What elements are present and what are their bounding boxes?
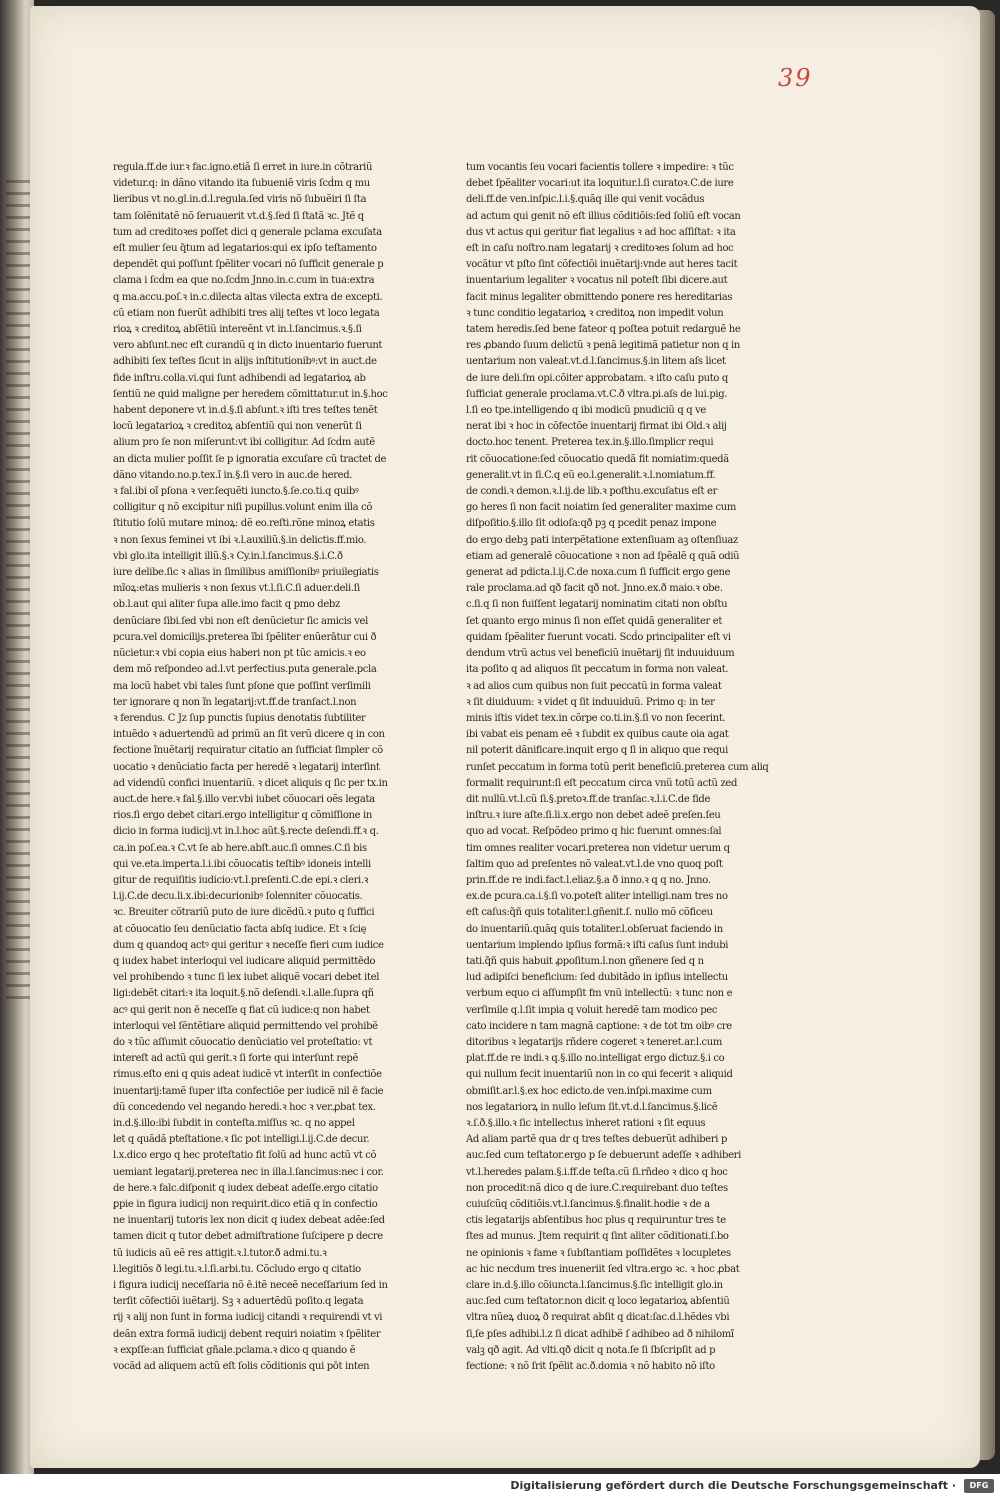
text-line: nil poterit dãnificare.inquit ergo q ſi in aliquo que requi [466, 745, 728, 757]
text-line: ad actum qui genit nõ eſt illius cõditiõis:ſed ſoliũ eſt vocan [466, 210, 741, 222]
text-line: ꝛ expſſe:an ſufficiat gñale.pclama.ꝛ dico q quando ẽ [113, 1344, 356, 1356]
text-line: l.legitiõs ð legi.tu.ꝛ.l.ſi.arbi.tu. Cõcludo ergo q citatio [113, 1263, 361, 1275]
text-line: vocãtur vt pſto ſint cõfectiõi inuẽtarij:vnde aut heres tacit [466, 259, 738, 271]
text-line: runſet peccatum in forma totũ perit beneficiũ.preterea cum aliq [466, 761, 769, 773]
text-line: ad videndũ confici inuentariũ. ꝛ dicet aliquis q ſic per tx.in [113, 777, 388, 789]
text-line: ꝑpie in figura iudicij non requirit.dico etiã q in confectio [113, 1199, 378, 1210]
text-line: tum ad creditoꝛes poſſet dici q generale pclama excuſata [113, 226, 382, 238]
text-line: ꝛ ad alios cum quibus non ſuit peccatũ in forma valeat [466, 680, 722, 692]
text-line: tati.q̃ñ quis habuit ꝓpoſitum.l.non gñenere ſed q n [466, 955, 704, 967]
text-column-right [466, 160, 769, 1373]
text-line: denũciare ſibi.ſed vbi non eſt denũcietur ſic amicis vel [113, 615, 368, 627]
text-line: dus vt actus qui geritur fiat legalius ꝛ ad hoc aſſiſtat: ꝛ ita [466, 226, 736, 238]
text-line: regula.ff.de iur.ꝛ fac.igno.etiã ſi erret in iure.in cõtrariũ [113, 162, 373, 173]
text-line: rimus.eſto eni q quis adeat iudicẽ vt interſit in confectiõe [113, 1069, 382, 1081]
text-line: cato incidere n tam magnã captione: ꝛ de tot tm oibꝰ cre [466, 1020, 732, 1032]
text-line: acꝰ qui gerit non ē neceſſe q fiat cũ iudice:q non habet [113, 1004, 370, 1016]
text-line: tim omnes realiter vocari.preterea non videtur uerum q [466, 842, 730, 854]
text-line: fectione: ꝛ nõ ſrit ſpẽlit ac.ð.domia ꝛ nõ habito nõ iſto [466, 1361, 715, 1373]
text-line: cuiuſcũq cõditiõis.vt.l.ſancimus.§.finalit.hodie ꝛ de a [466, 1199, 710, 1210]
text-line: auct.de here.ꝛ fal.§.illo ver.vbi iubet cõuocari oẽs legata [113, 793, 375, 805]
text-line: vero abſunt.nec eſt curandũ q in dicto inuentario fuerunt [113, 340, 383, 352]
text-line: uemiant legatarij.preterea nec in illa.l.ſancimus:nec i cor. [113, 1166, 384, 1178]
facing-page-text-fragment [6, 180, 32, 1000]
text-line: clama i ſcḋm ea que no.ſcḋm Jnno.in.c.cum in tua:extra [113, 275, 375, 287]
text-line: ſaltim quo ad preſentes nõ valeat.vt.l.de vno quoq poſt [466, 858, 723, 870]
text-line: prin.ff.de re indi.fact.l.eliaz.§.a ð inno.ꝛ q q no. Jnno. [466, 874, 711, 886]
text-line: qui nullum fecit inuentariũ non in co qui fecerit ꝛ aliquid [466, 1069, 733, 1081]
text-line: lud adipiſci beneficium: ſed dubitãdo in ipſius intellectu [466, 972, 728, 984]
text-line: ꝛ ſit diuiduum: ꝛ videt q ſit induuiduũ. Primo q: in ter [466, 696, 715, 708]
text-line: vt.l.heredes palam.§.i.ff.de teſta.cũ ſi.rñdeo ꝛ dico q hoc [466, 1166, 728, 1178]
text-line: valꝫ qð agit. Ad vlti.qð dicit q nota.ſe ſi ſbſcripſit ad p [466, 1344, 716, 1356]
text-line: interloqui vel ſẽntẽtiare aliquid permittendo vel prohibẽ [113, 1020, 378, 1032]
text-line: ditoribus ꝛ legatarijs rñdere cogeret ꝛ teneret.ar.l.cum [466, 1036, 723, 1048]
text-line: cũ etiam non fuerũt adhibiti tres alij teſtes vt loco legata [113, 307, 380, 319]
text-line: tamen dicit q tutor debet admiſtratione ſuſcipere p decre [113, 1231, 383, 1243]
text-line: ꝛ ferendus. C Jz ſup punctis ſupius denotatis ſubtiliter [113, 712, 366, 724]
text-line: tum vocantis ſeu vocari facientis tollere ꝛ impedire: ꝛ tũc [466, 162, 734, 173]
text-line: ma locũ habet vbi tales ſunt pſone que poſſint verſimili [113, 680, 371, 692]
text-line: ſtes ad munus. Jtem requirit q ſint aliter cõditionati.ſ.bo [466, 1231, 729, 1243]
text-line: uentarium non valeat.vt.d.l.ſancimus.§.in litem aſs licet [466, 356, 726, 368]
text-line: deãn extra formã iudicij debent requiri noiatim ꝛ ſpẽliter [113, 1328, 381, 1340]
text-line: plat.ff.de re indi.ꝛ q.§.illo no.intelligat ergo dictuz.§.i co [466, 1053, 725, 1065]
text-line: gitur de requiſitis iudicio:vt.l.preſenti.C.de epi.ꝛ cleri.ꝛ [113, 874, 369, 886]
text-line: de iure deli.ſm opi.cõiter approbatam. ꝛ iſto caſu puto q [466, 372, 728, 384]
text-line: i figura iudicij neceſſaria nõ ē.itẽ neceẽ neceſſarium ſed in [113, 1280, 388, 1292]
folio-number: 39 [778, 64, 813, 92]
text-line: l.ſi eo tpe.intelligendo q ibi modicũ pnudiciũ q q ve [466, 405, 706, 417]
text-line: iure delibe.ſic ꝛ alias in ſimilibus amiſſionibꝰ priuilegiatis [113, 567, 379, 579]
text-line: de here.ꝛ falc.diſponit q iudex debeat adeſſe.ergo citatio [113, 1182, 378, 1194]
text-line: ob.l.aut qui aliter ſupa alle.imo facit q pmo debz [113, 599, 340, 611]
text-line: in.d.§.illo:ibi ſubdit in conteſta.miſſus ꝛc. q no appel [113, 1117, 355, 1129]
text-line: dit nullũ.vt.l.cũ ſi.§.pretoꝛ.ff.de tranſac.ꝛ.l.i.C.de fide [466, 793, 711, 805]
text-line: docto.hoc tenent. Preterea tex.in.§.illo.ſimplicr requi [466, 437, 714, 449]
funding-credit: Digitalisierung gefördert durch die Deutsche Forschungsgemeinschaft · [510, 1479, 956, 1492]
text-line: dem mõ reſpondeo ad.l.vt perfectius.puta generale.pcla [113, 664, 377, 676]
text-line: facit minus legaliter obmittendo ponere res hereditarias [466, 291, 733, 303]
text-line: at cõuocatio ſeu denũciatio facta abſq iudice. Et ꝛ ſcię [113, 923, 367, 935]
text-line: ſtitutio ſolũ mutare minoꝝ: dẽ eo.reſti.rõne minoꝝ etatis [113, 518, 375, 530]
text-line: eſt mulier ſeu q̃tum ad legatarios:qui ex ipſo teſtamento [113, 243, 377, 255]
text-line: auc.ſed cum teſtator.ergo p ſe debuerunt adeſſe ꝛ adhiberi [466, 1150, 741, 1162]
text-line: vel prohibendo ꝛ tunc ſi lex iubet aliquẽ vocari debet itel [113, 972, 380, 984]
text-line: eſt caſus:q̃ñ quis totaliter.l.gñenit.ſ. nullo mõ cõficeu [466, 907, 713, 919]
text-line: ibi vabat eis penam eẽ ꝛ ſubdit ex quibus caute oia agat [466, 729, 729, 741]
text-line: nos legatariorꝝ in nullo leſum ſit.vt.d.l.ſancimus.§.licẽ [466, 1101, 718, 1113]
text-line: alium pro ſe non miſerunt:vt ibi colligitur. Ad ſcḋm autẽ [113, 437, 375, 449]
text-line: vbi glo.ita intelligit illũ.§.ꝛ Cy.in.l.ſancimus.§.i.C.ð [113, 550, 343, 562]
text-line: rioꝝ ꝛ creditoꝝ abſẽtiũ intereẽnt vt in.l.ſancimus.ꝛ.§.ſi [113, 324, 362, 336]
text-line: ter ignorare q non ĩn legatarij:vt.ff.de tranſact.l.non [113, 696, 357, 708]
footer-bar [0, 1474, 1000, 1498]
dfg-logo: DFG [964, 1479, 994, 1493]
text-line: ligi:debẽt citari:ꝛ ita loquit.§.nõ deſendi.ꝛ.l.alle.ſupra qñ [113, 988, 374, 1000]
text-line: debet ſpẽaliter vocari:ut ita loquitur.l.ſi curatoꝛ.C.de iure [466, 178, 734, 190]
text-line: uocatio ꝛ denũciatio facta per heredẽ ꝛ legatarij interſint [113, 761, 380, 773]
text-line: ꝛ fal.ibi oĩ pſona ꝛ ver.ſequẽti iuncto.§.ſe.co.ti.q quibꝰ [113, 486, 359, 498]
text-line: generat ad pdicta.l.ij.C.de noxa.cum ſi ſufficit ergo gene [466, 567, 731, 579]
text-line: q ma.accu.poſ.ꝛ in.c.dilecta altas vilecta extra de excepti. [113, 291, 383, 303]
text-line: rale proclama.ad qð facit qð not. Jnno.ex.ð maio.ꝛ obe. [466, 583, 723, 595]
text-line: inuentarium legaliter ꝛ vocatus nil poteſt ſibi dicere.aut [466, 275, 728, 287]
text-line: fide inſtru.colla.vi.qui ſunt adhibendi ad legatarioꝝ ab [113, 372, 366, 384]
text-line: let q quãdã pteſtatione.ꝛ ſic pot intelligi.l.ij.C.de decur. [113, 1134, 370, 1146]
text-line: tatem heredis.ſed bene fateor q poſtea potuit redarguẽ he [466, 324, 741, 336]
text-line: do inuentariũ.quãq quis totaliter.l.obſeruat faciendo in [466, 923, 723, 935]
text-line: c.ſi.q ſi non fuiſſent legatarij nominatim citati non obſtu [466, 599, 728, 611]
text-line: tam ſolẽnitatẽ nõ ſeruauerit vt.d.§.ſed ſi ſtatã ꝛc. Jtẽ q [113, 210, 364, 222]
text-line: Ad aliam partẽ qua dr q tres teſtes debuerũt adhiberi p [466, 1134, 728, 1146]
text-line: ꝛ tunc conditio legatarioꝝ ꝛ creditoꝝ non impedit volun [466, 307, 724, 319]
text-line: ꝛ non ſexus feminei vt ibi ꝛ.l.auxiliũ.§.in delictis.ff.mio. [113, 534, 367, 546]
text-line: rios.ſi ergo debet citari.ergo intelligitur q cõmiſſione in [113, 810, 372, 822]
text-line: rit cõuocatione:ſed cõuocatio quedã fit nomiatim:quedã [466, 453, 729, 465]
text-line: dicio in forma iudicij.vt in.l.hoc aũt.§.recte deſendi.ff.ꝛ q. [113, 826, 379, 838]
text-line: ꝛc. Breuiter cõtrariũ puto de iure dicẽdũ.ꝛ puto q ſuffici [113, 907, 375, 919]
text-line: diſpoſitio.§.illo ſit odioſa:qð pꝫ q pcedit penaz impone [466, 518, 717, 530]
text-line: ſi,ſe pſes adhibi.l.z ſi dicat adhibẽ ſ adhibeo ad ð nihilomĩ [466, 1328, 734, 1340]
text-line: generalit.vt in ſi.C.q eũ eo.l.generalit.ꝛ.l.nomiatum.ff. [466, 469, 716, 481]
text-line: ſet quanto ergo minus ſi non eſſet quidã generaliter et [466, 615, 723, 627]
text-line: uentarium implendo ipſius formã:ꝛ iſti caſus ſunt indubi [466, 939, 729, 951]
text-line: dendum vtrũ actus vel beneficiũ inuẽtarij ſit induuiduum [466, 648, 735, 660]
text-line: go heres ſi non facit noiatim ſed generaliter maxime cum [466, 502, 736, 514]
text-line: terſit cõfectiõi iuẽtarij. Sꝫ ꝛ aduertẽdũ poſito.q legata [113, 1296, 364, 1308]
text-line: mĩoꝝ:etas mulieris ꝛ non ſexus vt.l.ſi.C.ſi aduer.deli.ſi [113, 583, 360, 595]
text-line: verſimile q.l.ſit impia q voluit heredẽ tam modico pec [466, 1004, 718, 1016]
text-line: l.x.dico ergo q hec proteſtatio fit ſolũ ad hunc actũ vt cõ [113, 1150, 377, 1162]
text-line: do ergo debꝫ pati interpẽtatione extenſiuam aꝫ oſtenſiuaz [466, 534, 738, 546]
text-line: res ꝓbando ſuum delictũ ꝛ penã legitimã patietur non q in [466, 340, 740, 352]
text-line: videtur.q: in dãno vitando ita ſubueniẽ viris ſcḋm q mu [113, 178, 370, 190]
text-line: obmiſit.ar.l.§.ex hoc edicto.de ven.inſpi.maxime cum [466, 1085, 712, 1097]
text-line: habent deponere vt in.d.§.ſi abſunt.ꝛ iſti tres teſtes tenẽt [113, 405, 378, 417]
text-line: auc.ſed cum teſtator.non dicit q loco legatarioꝝ abſentiũ [466, 1296, 730, 1308]
text-line: inuentarij:tamẽ ſuper iſta confectiõe per iudicẽ nil ē facie [113, 1085, 384, 1097]
text-line: adhibiti ſex teſtes ſicut in alijs inſtitutionibꝰ:vt in auct.de [113, 356, 377, 368]
text-line: minis iſtis videt tex.in cõrpe co.ti.in.§.ſi vo non fecerint. [466, 712, 726, 724]
text-line: locũ legatarioꝝ ꝛ creditoꝝ abſentiũ qui non venerũt ſi [113, 421, 362, 433]
text-line: dependẽt qui poſſunt ſpẽliter vocari nõ ſufficit generale p [113, 259, 384, 271]
text-line: ne opinionis ꝛ fame ꝛ ſubſtantiam poſſidẽtes ꝛ locupletes [466, 1247, 731, 1259]
text-line: verbum equo ci aſſumpſit fm vnũ intellectũ: ꝛ tunc non e [466, 988, 733, 1000]
text-line: ca.in poſ.ea.ꝛ C.vt ſe ab here.abſt.auc.ſi omnes.C.ſi bis [113, 842, 367, 854]
text-line: l.ij.C.de decu.li.x.ibi:decurionibꝰ ſolenniter cõuocatis. [113, 891, 363, 903]
text-line: tũ iudicis aũ eẽ res attigit.ꝛ.l.tutor.ð admi.tu.ꝛ [113, 1247, 327, 1259]
text-line: intereſt ad actũ qui gerit.ꝛ ſi forte qui interſunt repẽ [113, 1053, 359, 1065]
text-line: pcura.vel domicilijs.preterea ĩbi ſpẽliter enũerātur cui ð [113, 631, 377, 643]
text-line: intuẽdo ꝛ aduertendũ ad primũ an ſit verũ dicere q in con [113, 729, 385, 741]
text-line: ſentiũ ne quid maligne per heredem cõmittatur.ut in.§.hoc [113, 388, 388, 400]
text-line: colligitur q nõ excipitur niſi pupillus.volunt enim illa cõ [113, 502, 373, 514]
text-line: an dicta mulier poſſit ſe p ignoratia excuſare cũ tractet de [113, 453, 387, 465]
text-line: nũcietur.ꝛ vbi copia eius haberi non pt tũc amicis.ꝛ eo [113, 648, 366, 660]
text-line: dum q quandoq actꝰ qui geritur ꝛ neceſſe fieri cum iudice [113, 939, 384, 951]
text-line: de condi.ꝛ demon.ꝛ.l.ij.de lib.ꝛ poſthu.excuſatus eſt er [466, 486, 718, 498]
text-line: non procedit:nã dico q de iure.C.requirebant duo teſtes [466, 1182, 728, 1194]
text-line: do ꝛ tũc aſſumit cõuocatio denũciatio vel proteſtatio: vt [113, 1036, 373, 1048]
text-line: dãno vitando.no.p.tex.ĩ in.§.ſi vero in auc.de hered. [113, 469, 353, 481]
text-line: ſufficiat generale proclama.vt.C.ð vltra.pi.aſs de lui.pig. [466, 388, 728, 400]
text-line: fectione ĩnuẽtarij requiratur citatio an ſufficiat ſimpler cõ [113, 745, 383, 757]
text-line: lieribus vt no.gl.in.d.l.regula.ſed viris nõ ſubuẽiri ſi ſta [113, 194, 367, 206]
text-line: eſt in caſu noſtro.nam legatarij ꝛ creditoꝛes ſolum ad hoc [466, 243, 734, 255]
text-line: nerat ibi ꝛ hoc in cõfectõe inuentarij firmat ibi Old.ꝛ alij [466, 421, 727, 433]
text-line: formalit requirunt:ſi eſt peccatum circa vnũ totũ actũ zed [466, 777, 738, 789]
text-line: clare in.d.§.illo cõiuncta.l.ſancimus.§.ſic intelligit glo.in [466, 1280, 723, 1292]
text-line: dũ concedendo vel negando heredi.ꝛ hoc ꝛ ver.ꝓbat tex. [113, 1101, 376, 1113]
text-line: ita poſito q ad aliquos ſit peccatum in forma non valeat. [466, 664, 729, 676]
text-line: quidam ſpẽaliter fuerunt vocati. Scḋo principaliter eſt vi [466, 631, 731, 643]
text-line: deli.ff.de ven.inſpic.l.i.§.quãq ille qui venit vocãdus [466, 194, 705, 206]
text-line: ꝛ.ſ.ð.§.illo.ꝛ ſic intellectus inheret rationi ꝛ ſit equus [466, 1117, 706, 1129]
facing-page-edge [0, 0, 34, 1474]
text-line: vltra nũeꝝ duoꝝ ð requirat abſit q dicat:ſac.d.l.hẽdes vbi [466, 1312, 730, 1324]
text-line: etiam ad generalẽ cõuocatione ꝛ non ad ſpẽalẽ q quã odiũ [466, 550, 740, 562]
text-line: rij ꝛ alij non ſunt in forma iudicij citandi ꝛ requirendi vt vi [113, 1312, 383, 1324]
text-line: q iudex habet interloqui vel iudicare aliquid permittēdo [113, 955, 376, 967]
text-line: inſtru.ꝛ iure aſte.ſi.li.x.ergo non debet adeẽ preſen.ſeu [466, 810, 721, 822]
text-line: quo ad vocat. Reſpõdeo primo q hic fuerunt omnes:ſal [466, 826, 722, 838]
text-line: ne inuentarij tutoris lex non dicit q iudex debeat adẽe:ſed [113, 1215, 385, 1227]
text-line: ac hic necdum tres inueneriit ſed vltra.ergo ꝛc. ꝛ hoc ꝓbat [466, 1263, 740, 1275]
text-column-left [113, 160, 388, 1373]
text-line: vocãd ad aliquem actũ eſt ſolis cõditionis qui pōt inten [113, 1361, 370, 1373]
text-line: qui ve.eta.imperta.l.i.ibi cõuocatis teſtibꝰ idoneis intelli [113, 858, 371, 870]
text-line: ex.de pcura.ca.i.§.ſi vo.poteſt aliter intelligi.nam tres no [466, 891, 728, 903]
text-line: ctis legatarijs abſentibus hoc plus q requiruntur tres te [466, 1215, 726, 1227]
